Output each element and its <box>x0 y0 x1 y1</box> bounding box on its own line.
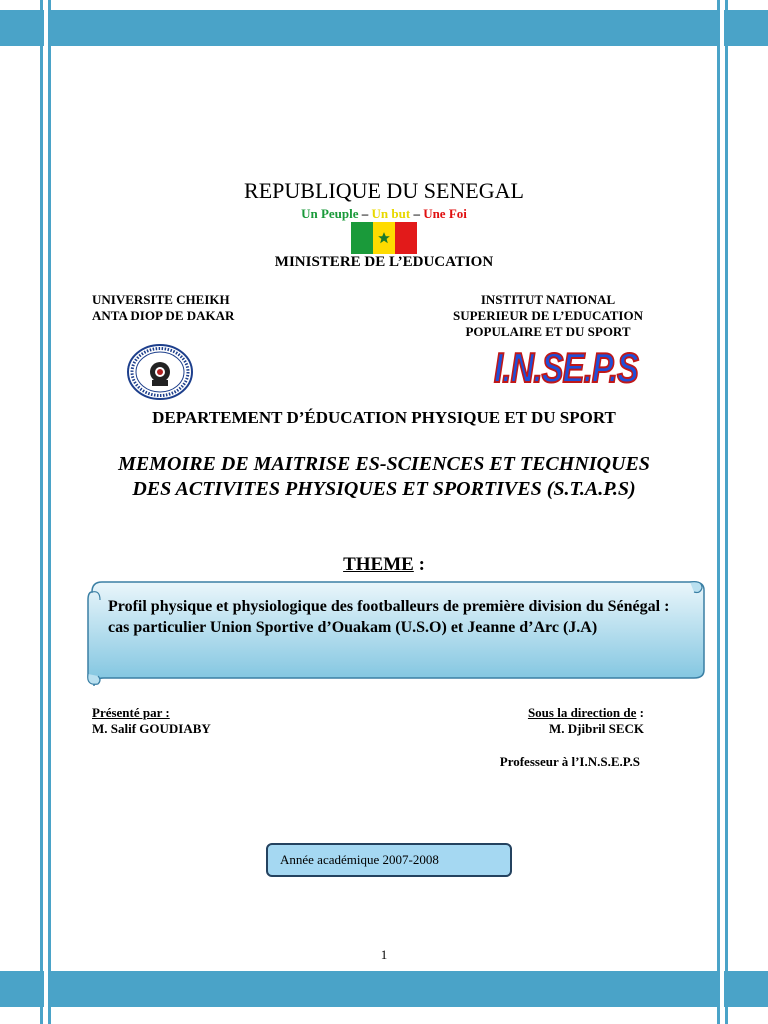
inseps-logo <box>492 342 642 391</box>
presented-label <box>92 705 211 721</box>
frame-line-right-inner <box>717 0 720 1024</box>
inseps-line-2: SUPERIEUR DE L’EDUCATION <box>453 308 643 323</box>
senegal-flag <box>351 222 417 254</box>
page-number: 1 <box>380 947 388 962</box>
theme-label: THEME <box>343 554 414 575</box>
ucad-line-2: ANTA DIOP DE DAKAR <box>92 308 235 323</box>
ucad-seal-logo <box>126 344 194 400</box>
ucad-line-1: UNIVERSITE CHEIKH <box>92 292 230 307</box>
direction-label-text: Sous la direction de <box>527 705 637 720</box>
inseps-line-3: POPULAIRE ET DU SPORT <box>465 324 631 339</box>
academic-year-box: Année académique 2007-2008 <box>266 843 512 877</box>
memoire-title: MEMOIRE DE MAITRISE ES-SCIENCES ET TECHNIQUES DES ACTIVITES PHYSIQUES ET SPORTIVES (S.T.A.P.S) <box>118 453 650 500</box>
supervised-by <box>420 705 644 737</box>
motto-sep-1: – <box>358 206 372 221</box>
presenter-name: M. Salif GOUDIABY <box>92 721 211 736</box>
direction-label <box>420 705 644 721</box>
motto-part-1: Un Peuple <box>301 206 359 221</box>
direction-colon: : <box>636 705 644 720</box>
presented-label-text: Présenté par : <box>92 705 170 720</box>
flag-yellow-stripe <box>373 222 395 254</box>
theme-text: Profil physique et physiologique des footballeurs de première division du Sénégal : cas particulier Union Sportive d’Ouakam (U.S.O) et Jeanne d’Arc (J.A) <box>108 598 670 636</box>
theme-heading <box>0 554 768 576</box>
director-title: Professeur à l’I.N.S.E.P.S <box>499 754 640 769</box>
flag-red-stripe <box>395 222 417 254</box>
flag-green-stripe <box>351 222 373 254</box>
ucad-name <box>92 292 234 324</box>
national-motto <box>0 206 768 222</box>
motto-part-2: Un but <box>371 206 411 221</box>
theme-colon: : <box>413 554 425 575</box>
top-border-band <box>0 10 768 46</box>
inseps-line-1: INSTITUT NATIONAL <box>480 292 616 307</box>
frame-line-left-inner <box>48 0 51 1024</box>
motto-part-3: Une Foi <box>423 206 467 221</box>
director-name: M. Djibril SECK <box>549 721 644 736</box>
inseps-name <box>420 292 676 340</box>
star-icon <box>377 231 391 245</box>
svg-text:I.N.SE.P.S: I.N.SE.P.S <box>494 344 639 391</box>
motto-sep-2: – <box>410 206 424 221</box>
frame-line-right-outer <box>725 0 728 1024</box>
presented-by <box>92 705 211 737</box>
department-title: DEPARTEMENT D’ÉDUCATION PHYSIQUE ET DU SPORT <box>152 408 616 427</box>
bottom-border-band <box>0 971 768 1007</box>
republic-title: REPUBLIQUE DU SENEGAL <box>244 178 524 203</box>
ministry-title: MINISTERE DE L’EDUCATION <box>274 254 494 270</box>
frame-gap-right <box>720 0 724 1024</box>
frame-line-left-outer <box>40 0 43 1024</box>
